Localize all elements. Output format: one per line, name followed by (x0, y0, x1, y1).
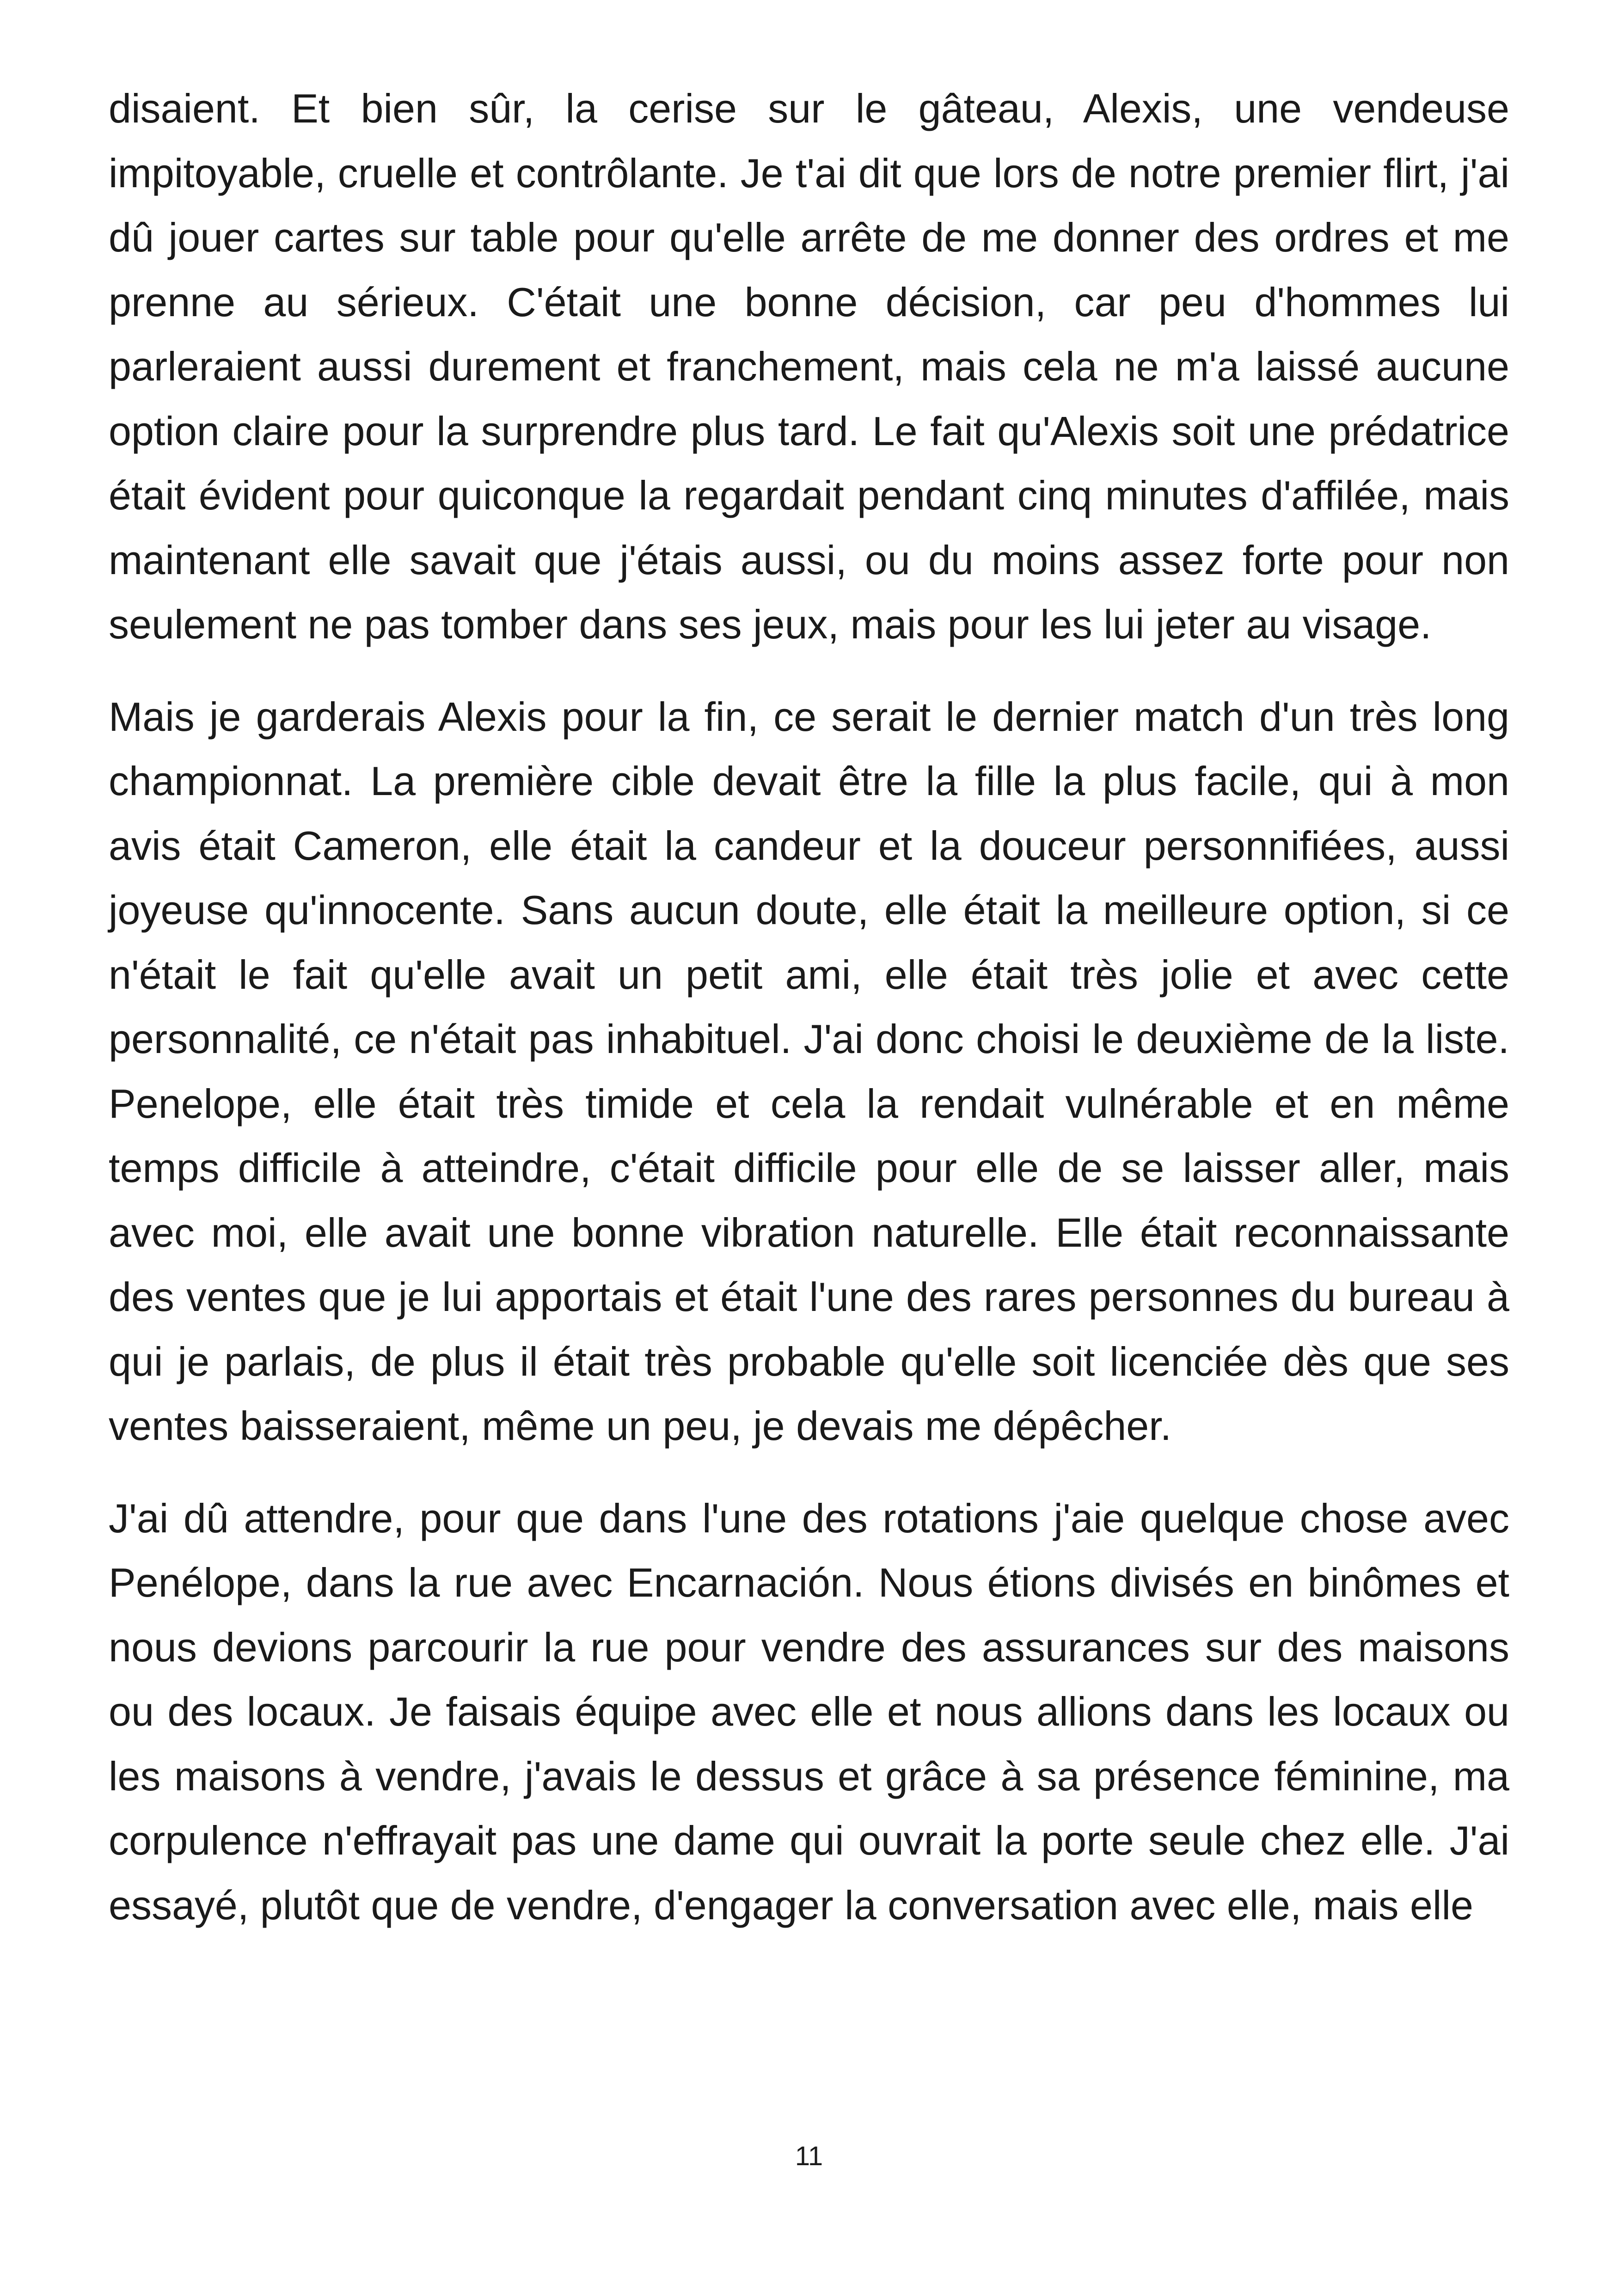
paragraph-2: Mais je garderais Alexis pour la fin, ce serait le dernier match d'un très long championnat. La première cible devait être la fille la plus facile, qui à mon avis était Cameron, elle était la candeur et la douceur personnifiées, aussi joyeuse qu'innocente. Sans aucun doute, elle était la meilleure option, si ce n'était le fait qu'elle avait un petit ami, elle était très jolie et avec cette personnalité, ce n'était pas inhabituel. J'ai donc choisi le deuxième de la liste. Penelope, elle était très timide et cela la rendait vulnérable et en même temps difficile à atteindre, c'était difficile pour elle de se laisser aller, mais avec moi, elle avait une bonne vibration naturelle. Elle était reconnaissante des ventes que je lui apportais et était l'une des rares personnes du bureau à qui je parlais, de plus il était très probable qu'elle soit licenciée dès que ses ventes baisseraient, même un peu, je devais me dépêcher. (109, 693, 1509, 1449)
page-number: 11 (795, 2141, 823, 2171)
paragraph-1: disaient. Et bien sûr, la cerise sur le gâteau, Alexis, une vendeuse impitoyable, cruelle et contrôlante. Je t'ai dit que lors de notre premier flirt, j'ai dû jouer cartes sur table pour qu'elle arrête de me donner des ordres et me prenne au sérieux. C'était une bonne décision, car peu d'hommes lui parleraient aussi durement et franchement, mais cela ne m'a laissé aucune option claire pour la surprendre plus tard. Le fait qu'Alexis soit une prédatrice était évident pour quiconque la regardait pendant cinq minutes d'affilée, mais maintenant elle savait que j'étais aussi, ou du moins assez forte pour non seulement ne pas tomber dans ses jeux, mais pour les lui jeter au visage. (109, 86, 1509, 647)
body-text (109, 76, 1509, 1937)
paragraph-3: J'ai dû attendre, pour que dans l'une des rotations j'aie quelque chose avec Penélope, dans la rue avec Encarnación. Nous étions divisés en binômes et nous devions parcourir la rue pour vendre des assurances sur des maisons ou des locaux. Je faisais équipe avec elle et nous allions dans les locaux ou les maisons à vendre, j'avais le dessus et grâce à sa présence féminine, ma corpulence n'effrayait pas une dame qui ouvrait la porte seule chez elle. J'ai essayé, plutôt que de vendre, d'engager la conversation avec elle, mais elle (109, 1495, 1509, 1928)
